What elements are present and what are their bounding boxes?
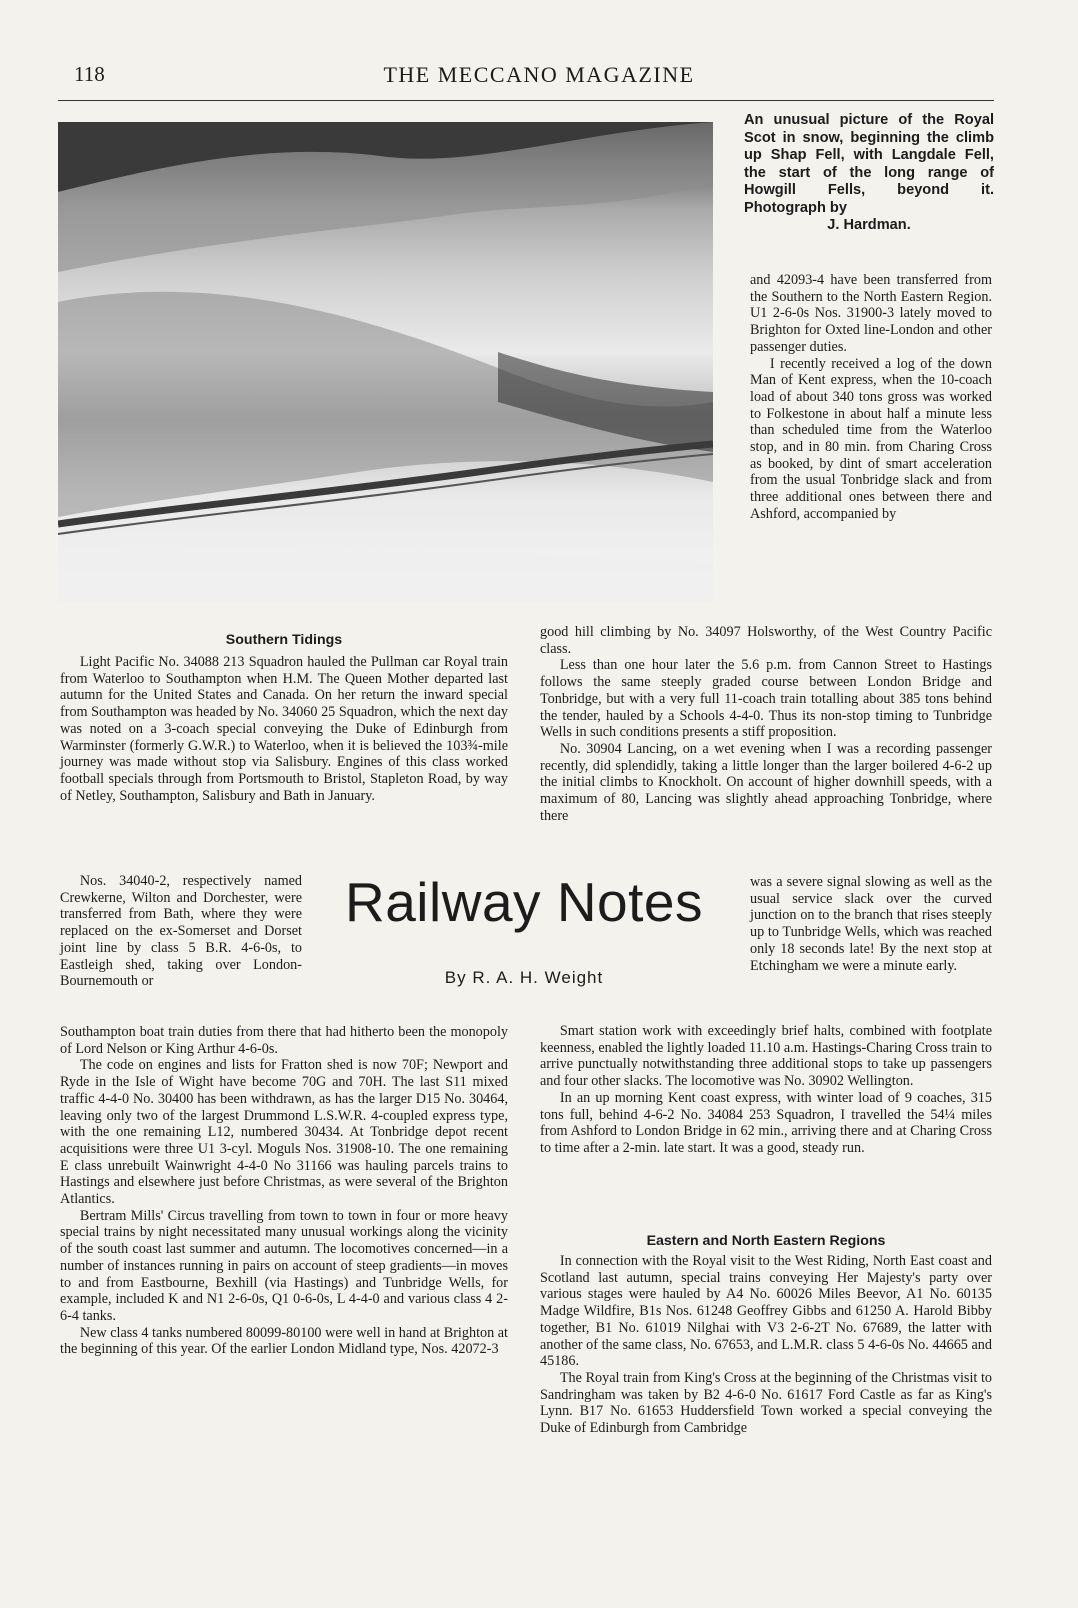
column-left-narrow	[60, 873, 302, 990]
paragraph: Southampton boat train duties from there that had hitherto been the monopoly of Lord Nelson or King Arthur 4-6-0s.	[60, 1024, 508, 1057]
paragraph: In connection with the Royal visit to the West Riding, North East coast and Scotland last autumn, special trains conveying Her Majesty's party over various stages were hauled by A4 No. 60026 Miles Beevor, A1 No. 60135 Madge Wildfire, B1s Nos. 61248 Geoffrey Gibbs and 61250 A. Harold Bibby together, B1 No. 61019 Nilghai with V3 2-6-2T No. 67689, the latter with another of the same class, No. 67653, and L.M.R. class 5 4-6-0s No. 44665 and 45186.	[540, 1253, 992, 1370]
paragraph: No. 30904 Lancing, on a wet evening when I was a recording passenger recently, did splendidly, taking a little longer than the larger boilered 4-6-2 up the initial climbs to Knockholt. On account of higher downhill speeds, with a maximum of 80, Lancing was slightly ahead approaching Tonbridge, where there	[540, 740, 992, 824]
column-right-bottom	[540, 1023, 992, 1157]
paragraph: Less than one hour later the 5.6 p.m. from Cannon Street to Hastings follows the same steeply graded course between London Bridge and Tonbridge, but with a very full 11-coach train totalling about 385 tons behind the tender, hauled by a Schools 4-4-0. Thus its non-stop timing to Tunbridge Wells in such conditions presents a stiff proposition.	[540, 657, 992, 741]
paragraph: was a severe signal slowing as well as the usual service slack over the curved junction on to the branch that rises steeply up to Tunbridge Wells, which was reached only 18 seconds late! By the next stop at Etchingham we were a minute early.	[750, 874, 992, 974]
paragraph: Bertram Mills' Circus travelling from town to town in four or more heavy special trains by night necessitated many unusual workings along the vicinity of the south coast last summer and autumn. The locomotives concerned—in a number of instances running in pairs on account of steep gradients—in moves to and from Eastbourne, Bexhill (via Hastings) and Tunbridge Wells, for example, included K and N1 2-6-0s, Q1 0-6-0s, L 4-4-0 and various class 4 2-6-4 tanks.	[60, 1207, 508, 1324]
paragraph: I recently received a log of the down Man of Kent express, when the 10-coach load of about 340 tons gross was worked to Folkestone in about half a minute less than scheduled time from the Waterloo stop, and in 80 min. from Charing Cross as booked, by dint of smart acceleration from the usual Tonbridge slack and from three additional ones between there and Ashford, accompanied by	[750, 355, 992, 522]
paragraph: Smart station work with exceedingly brief halts, combined with footplate keenness, enabled the lightly loaded 11.10 a.m. Hastings-Charing Cross train to arrive punctually notwithstanding three additional stops to take up passengers and four other slacks. The locomotive was No. 30902 Wellington.	[540, 1023, 992, 1090]
column-right-eastern	[540, 1253, 992, 1437]
article-title: Railway Notes	[344, 871, 703, 933]
paragraph: The Royal train from King's Cross at the beginning of the Christmas visit to Sandringham was taken by B2 4-6-0 No. 61617 Ford Castle as far as King's Lynn. B17 No. 61653 Huddersfield Town worked a special conveying the Duke of Edinburgh from Cambridge	[540, 1369, 992, 1437]
paragraph: Nos. 34040-2, respectively named Crewkerne, Wilton and Dorchester, were transferred from Bath, where they were replaced on the ex-Somerset and Dorset joint line by class 5 B.R. 4-6-0s, to Eastleigh shed, taking over London-Bournemouth or	[60, 873, 302, 990]
caption-text: An unusual picture of the Royal Scot in snow, beginning the climb up Shap Fell, with Langdale Fell, the start of the long range of Howgill Fells, beyond it. Photograph by	[744, 112, 994, 216]
column-right-top	[750, 272, 992, 523]
paragraph: The code on engines and lists for Fratton shed is now 70F; Newport and Ryde in the Isle of Wight have become 70G and 70H. The last S11 mixed traffic 4-4-0 No. 30400 has been withdrawn, as has the larger D15 No. 30464, leaving only two of the largest Drummond L.S.W.R. 4-coupled express type, with the one remaining L12, numbered 30434. At Tonbridge depot recent acquisitions were three U1 3-cyl. Moguls Nos. 31908-10. The one remaining E class unrebuilt Wainwright 4-4-0 No 31166 was hauling parcels trains to Hastings and elsewhere just before Christmas, as were several of the Brighton Atlantics.	[60, 1057, 508, 1208]
eastern-regions-heading: Eastern and North Eastern Regions	[646, 1233, 886, 1249]
column-left-bottom	[60, 1024, 508, 1358]
photo-caption	[744, 112, 994, 235]
column-right-narrow	[750, 874, 992, 974]
header-rule	[58, 100, 994, 101]
article-byline: By R. A. H. Weight	[444, 968, 604, 987]
photo-royal-scot-in-snow	[58, 122, 713, 602]
paragraph: and 42093-4 have been transferred from the Southern to the North Eastern Region. U1 2-6-0s Nos. 31900-3 lately moved to Brighton for Oxted line-London and other passenger duties.	[750, 272, 992, 355]
paragraph: New class 4 tanks numbered 80099-80100 were well in hand at Brighton at the beginning of this year. Of the earlier London Midland type, Nos. 42072-3	[60, 1324, 508, 1358]
magazine-title: THE MECCANO MAGAZINE	[383, 62, 695, 87]
page-number: 118	[74, 62, 105, 86]
southern-tidings-heading: Southern Tidings	[225, 632, 343, 648]
paragraph: In an up morning Kent coast express, with winter load of 9 coaches, 315 tons full, behind 4-6-2 No. 34084 253 Squadron, I travelled the 54¼ miles from Ashford to London Bridge in 62 min., arriving there and at Charing Cross to time after a 2-min. late start. It was a good, steady run.	[540, 1089, 992, 1156]
caption-credit: J. Hardman.	[827, 217, 911, 233]
paragraph: good hill climbing by No. 34097 Holsworthy, of the West Country Pacific class.	[540, 624, 992, 657]
paragraph: Light Pacific No. 34088 213 Squadron hauled the Pullman car Royal train from Waterloo to Southampton when H.M. The Queen Mother departed last autumn for the United States and Canada. On her return the inward special from Southampton was headed by No. 34060 25 Squadron, which the next day was noted on a 3-coach special conveying the Duke of Edinburgh from Warminster (formerly G.W.R.) to Waterloo, when it is believed the 103¾-mile journey was made without stop via Salisbury. Engines of this class worked football specials through from Portsmouth to Bristol, Stapleton Road, by way of Netley, Southampton, Salisbury and Bath in January.	[60, 654, 508, 804]
column-mid	[540, 624, 992, 824]
column-left	[60, 654, 508, 804]
